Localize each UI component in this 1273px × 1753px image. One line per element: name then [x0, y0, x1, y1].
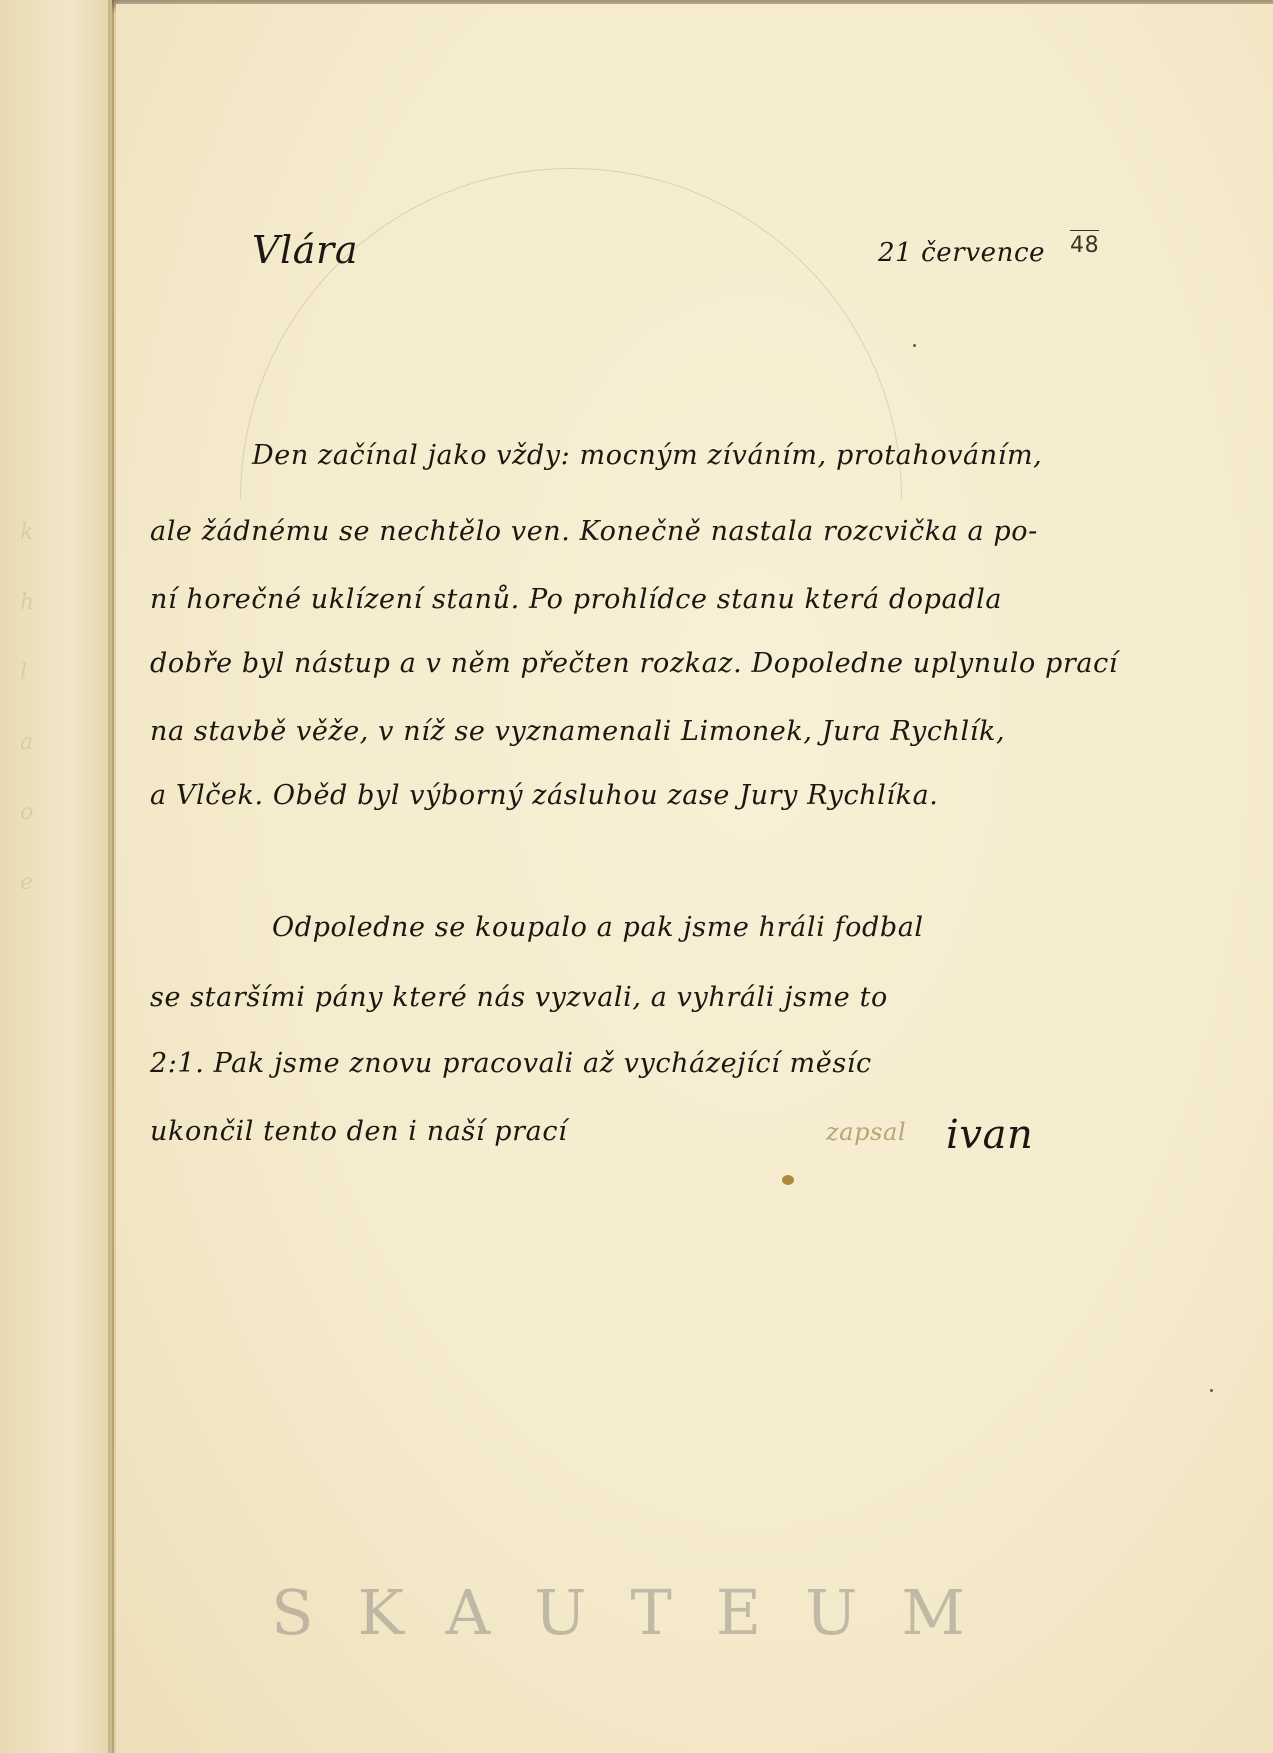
paragraph-1-line: dobře byl nástup a v něm přečten rozkaz. Dopoledne uplynulo prací: [150, 648, 1119, 679]
entry-title: Vlára: [252, 228, 359, 272]
signature: ivan: [946, 1112, 1034, 1158]
entry-year: 48: [1070, 230, 1099, 258]
paragraph-1-line: ní horečné uklízení stanů. Po prohlídce stanu která dopadla: [150, 584, 1003, 615]
paragraph-2-line: Odpoledne se koupalo a pak jsme hráli fodbal: [272, 912, 924, 943]
paragraph-2-line: ukončil tento den i naší prací: [150, 1116, 568, 1147]
ink-dot: [913, 344, 916, 347]
watermark: SKAUTEUM: [271, 1576, 1009, 1649]
ink-stain: [782, 1175, 794, 1185]
paragraph-1-line: Den začínal jako vždy: mocným zíváním, protahováním,: [252, 440, 1043, 471]
ink-dot: [1210, 1389, 1213, 1392]
paragraph-1-line: na stavbě věže, v níž se vyznamenali Limonek, Jura Rychlík,: [150, 716, 1006, 747]
paragraph-2-line: 2:1. Pak jsme znovu pracovali až vycházející měsíc: [150, 1048, 872, 1079]
paragraph-1-line: ale žádnému se nechtělo ven. Konečně nastala rozcvička a po-: [150, 516, 1038, 547]
entry-date: 21 července: [878, 238, 1046, 268]
paragraph-1-line: a Vlček. Oběd byl výborný zásluhou zase Jury Rychlíka.: [150, 780, 939, 811]
previous-page-edge: k h l a o e: [0, 0, 114, 1753]
paragraph-2-line: se staršími pány které nás vyzvali, a vyhráli jsme to: [150, 982, 888, 1013]
signature-prefix: zapsal: [826, 1118, 907, 1146]
